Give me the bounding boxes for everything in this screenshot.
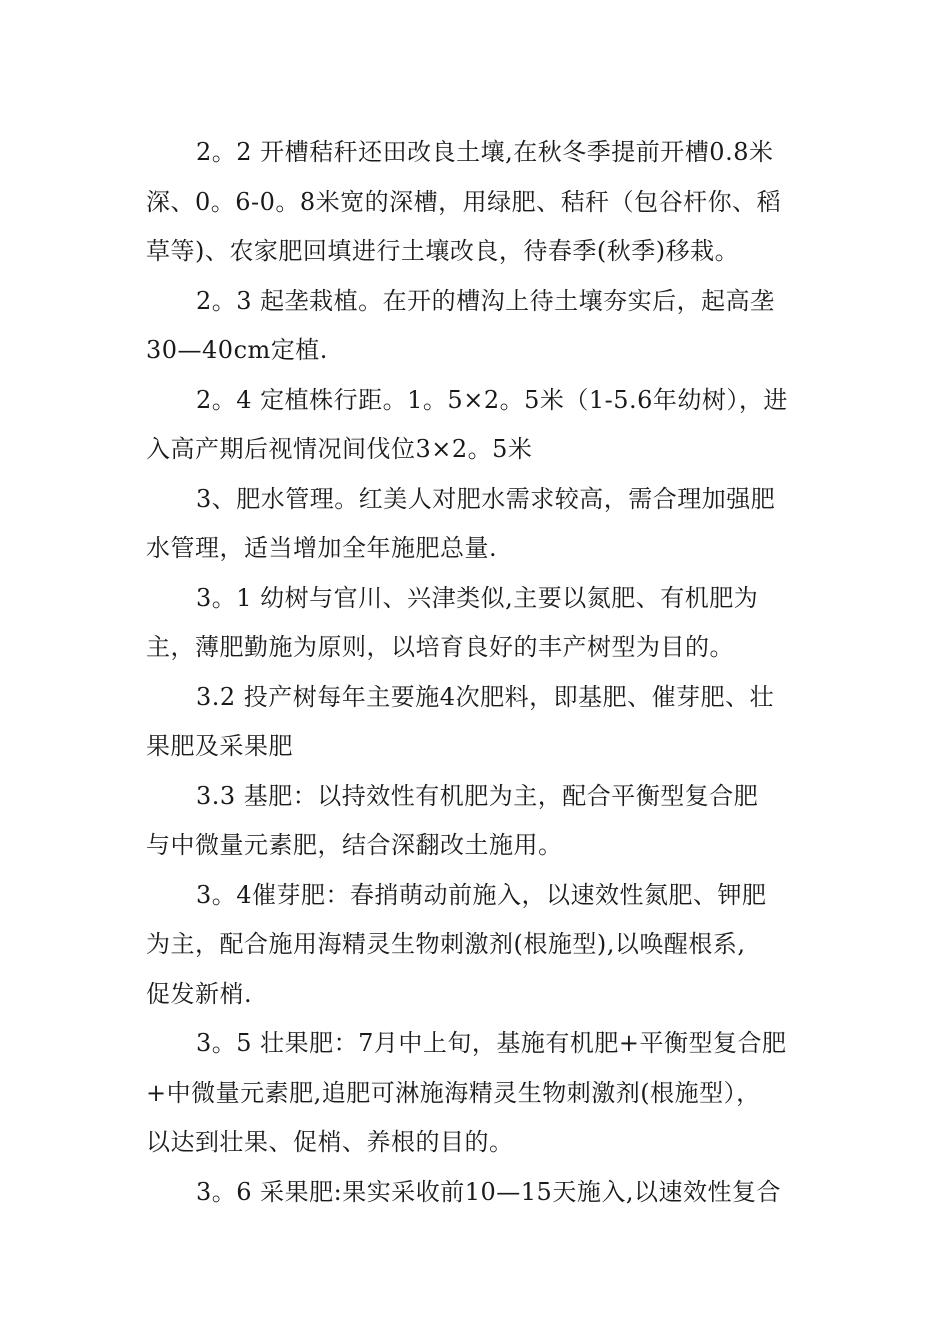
text-line: 3。5 壮果肥：7月中上旬，基施有机肥+平衡型复合肥 [196,1029,787,1057]
text-line: 30—40cm定植. [146,336,328,364]
text-line: 与中微量元素肥，结合深翻改土施用。 [146,831,563,859]
document-body [146,128,806,1217]
text-line: 以达到壮果、促梢、养根的目的。 [146,1128,514,1156]
text-line: 果肥及采果肥 [146,732,293,760]
text-line: 主，薄肥勤施为原则，以培育良好的丰产树型为目的。 [146,633,734,661]
text-line: 3.3 基肥：以持效性有机肥为主，配合平衡型复合肥 [196,781,759,810]
text-line: 2。3 起垄栽植。在开的槽沟上待土壤夯实后，起高垄 [196,286,775,315]
text-line: 水管理，适当增加全年施肥总量. [146,534,498,562]
text-line: 3、肥水管理。红美人对肥水需求较高，需合理加强肥 [196,484,776,513]
text-line: 为主，配合施用海精灵生物刺激剂(根施型),以唤醒根系, [146,930,746,958]
text-line: 2。4 定植株行距。1。5×2。5米（1-5.6年幼树），进 [196,385,788,414]
text-line: 2。2 开槽秸秆还田改良土壤,在秋冬季提前开槽0.8米 [196,138,774,166]
text-line: 深、0。6-0。8米宽的深槽，用绿肥、秸秆（包谷杆你、稻 [146,187,782,216]
text-line: 促发新梢. [146,979,253,1008]
text-line: 3。1 幼树与官川、兴津类似,主要以氮肥、有机肥为 [196,583,759,612]
text-line: 草等)、农家肥回填进行土壤改良，待春季(秋季)移栽。 [146,237,740,265]
text-line: +中微量元素肥,追肥可淋施海精灵生物刺激剂(根施型）， [146,1078,761,1107]
text-line: 入高产期后视情况间伐位3×2。5米 [146,435,533,463]
text-line: 3。6 采果肥:果实采收前10—15天施入,以速效性复合 [196,1177,781,1206]
text-line: 3。4催芽肥：春捎萌动前施入，以速效性氮肥、钾肥 [196,880,767,909]
text-line: 3.2 投产树每年主要施4次肥料，即基肥、催芽肥、壮 [196,682,775,711]
